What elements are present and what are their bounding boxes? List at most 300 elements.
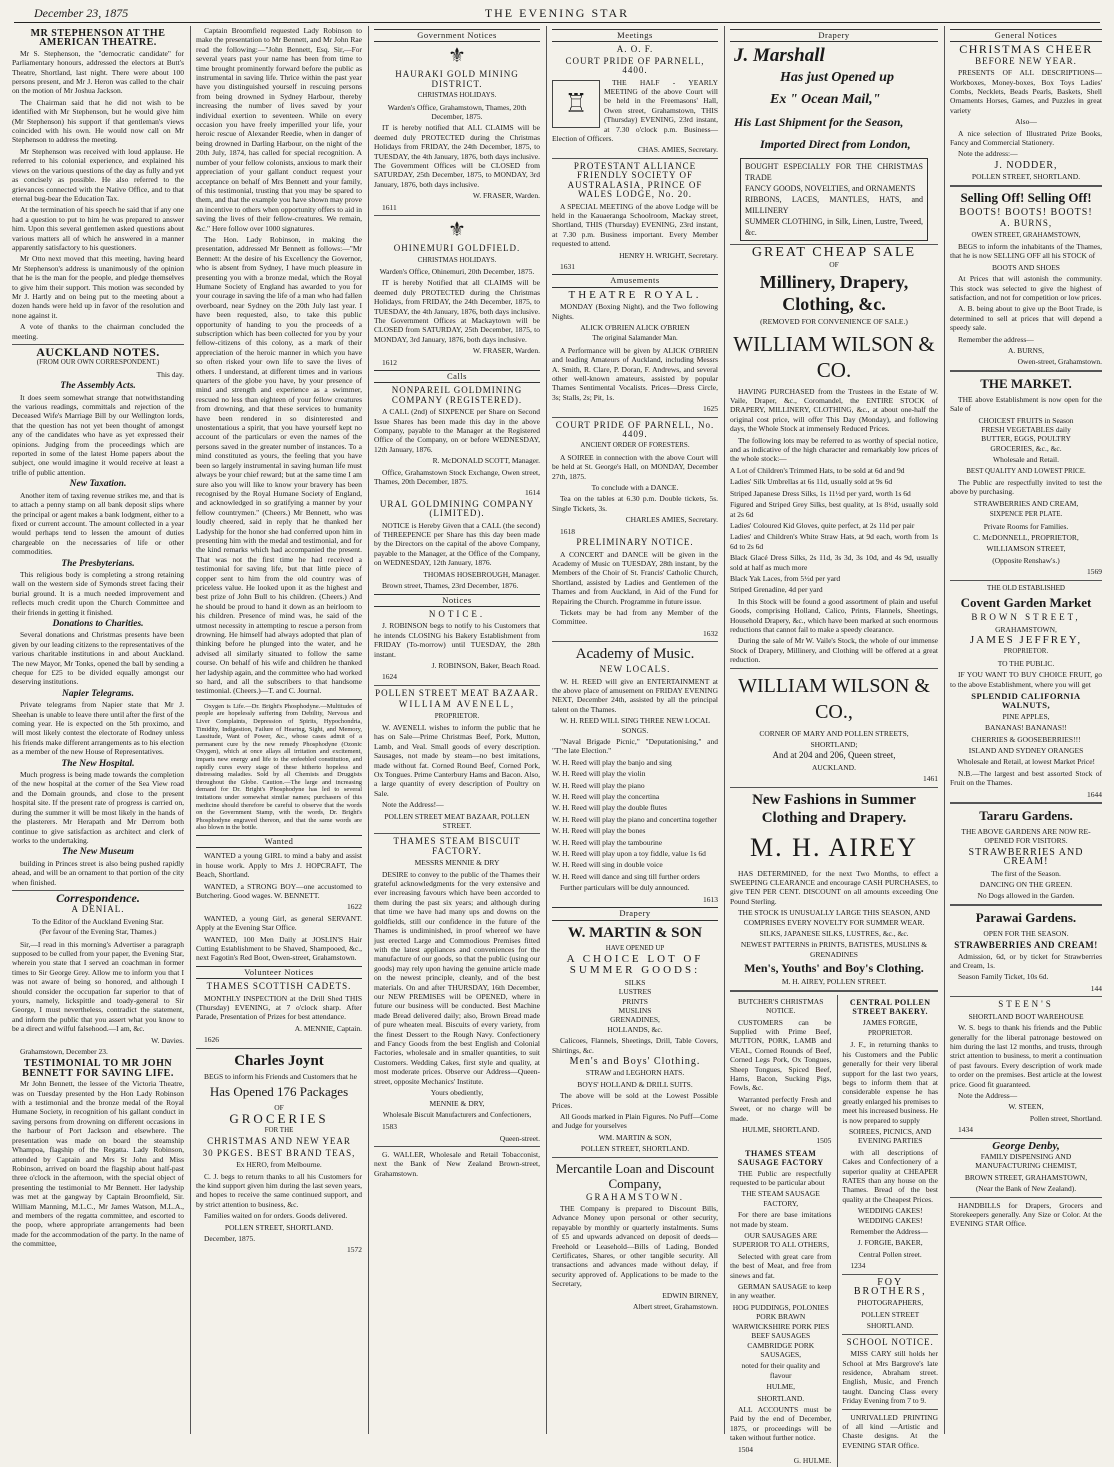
divider [842,1274,938,1275]
ad-line: STRAW and LEGHORN HATS. [585,1068,685,1078]
section-drapery: Drapery [552,907,718,920]
ad-body: In this Stock will be found a good assortment of plain and useful Goods, comprising Holland, Calico, Prints, Flannels, Sheetings, Household Drapery, &c., which have been marked at such enormous reductions that cannot fail to make a speedy clearance. [730,596,938,634]
ad-signature: M. H. AIREY, POLLEN STREET. [781,977,887,987]
ad-number: 1626 [204,1035,219,1045]
column-drapery [730,26,938,1465]
ad-subhead: The original Salamander Man. [592,334,678,343]
ad-body: BEGS to inform his Friends and Customers that he [204,1071,357,1081]
ad-address: (Opposite Renshaw's.) [992,555,1060,565]
ad-body: A SPECIAL MEETING of the above Lodge will be held in the Kauaeranga Schoolroom, Mackay street, Shortland, THIS (Thursday) EVENING, 23rd instant, at 7.30 p.m. Business important. Every Member requested to attend. [552,201,718,249]
divider [842,1409,938,1410]
ad-line: Remember the Address— [850,1227,928,1237]
ad-signature: W. STEEN, [1008,1102,1044,1112]
ad-number: 1625 [703,404,718,414]
ad-body: At Prices that will astonish the community. This stock was selected to give the highest of satisfaction, and not for competition or low prices. [950,274,1102,302]
ad-line: DANCING ON THE GREEN. [979,880,1073,890]
section-meetings: Meetings [552,29,718,42]
divider [730,990,938,992]
ad-body: A nice selection of Illustrated Prize Books, Fancy and Commercial Stationery. [950,128,1102,148]
issue-date: December 23, 1875 [34,6,129,20]
ad-address: POLLEN STREET, SHORTLAND. [971,172,1081,182]
ad-line: And at 204 and 206, Queen street, [772,750,896,761]
divider [374,685,540,686]
ad-address: SHORTLAND. [757,1393,805,1403]
column-rule [546,26,547,1434]
ad-line: THE OLD ESTABLISHED [987,583,1065,592]
ad-address: Central Pollen street. [858,1249,922,1259]
ad-subhead: NEW LOCALS. [599,664,671,675]
ad-line: Imported Direct from London, [760,137,911,152]
ad-headline: Charles Joynt [234,1052,324,1069]
ad-address: Pollen street, Shortland. [1029,1113,1102,1123]
divider [374,215,540,216]
column-news-2 [196,26,362,1434]
ad-line: Also— [1015,117,1037,127]
ad-line: THE STEAM SAUSAGE FACTORY, [741,1189,820,1208]
letter-headline: A DENIAL. [71,904,125,915]
ad-line: SOIREES, PICNICS, AND EVENING PARTIES [848,1126,932,1146]
letter-signature: W. Davies. [151,1035,184,1045]
ad-box [740,158,928,241]
ad-subhead: ANCIENT ORDER OF FORESTERS. [580,441,690,450]
subhead: The New Museum [62,847,134,858]
ad-line: Season Family Ticket, 10s 6d. [958,972,1049,982]
ad-list-item: W. H. Reed will play the double flutes [552,803,667,813]
ad-address: POLLEN STREET, SHORTLAND. [224,1222,334,1232]
ad-signature: G. HULME. [793,1455,832,1465]
ad-headline: Mercantile Loan and Discount Company, [555,1160,715,1191]
wanted-ad: WANTED, 100 Men Daily at JOSLIN'S Hair Cutting Establishment to be Shaved, Shampooed, &c., next Fagotin's Red Boot, Owen-street, Grahamstown. [196,934,362,963]
ad-signature: J. FORGIE, BAKER, [857,1238,923,1248]
ad-headline: URAL GOLDMINING COMPANY (LIMITED). [379,498,535,519]
ad-box-line: RIBBONS, LACES, MANTLES, HATS, and MILLINERY [745,195,923,216]
ad-line: Further particulars will be duly announced. [560,883,690,893]
ad-line: All Goods marked in Plain Figures. No Puff—Come and Judge for yourselves [552,1112,718,1131]
column-rule [944,26,945,1434]
ad-line: SHORTLAND; [810,740,858,749]
ad-headline: CENTRAL POLLEN STREET BAKERY. [849,997,931,1017]
divider [842,1334,938,1335]
divider [950,370,1102,372]
ad-line: CHERRIES & GOOSEBERRIES!!! [971,734,1081,744]
divider [950,1197,1102,1198]
ad-body: MISS CARY still holds her School at Mrs Bargrove's late residence, Abraham street. English, Music, and French taught. Dancing Class every Friday Evening from 7 to 9. [842,1349,938,1406]
ad-body: A SOIREE in connection with the above Court will be held at St. George's Hall, on MONDAY, December 27th, 1875. [552,452,718,481]
ad-list-item: W. H. Reed will sing in double voice [552,860,663,870]
ad-box-line: SUMMER CLOTHING, in Silk, Linen, Lustre, Tweed, &c. [745,217,923,238]
ad-headline: NONPAREIL GOLDMINING COMPANY (REGISTERED). [391,385,523,405]
subhead: Donations to Charities. [52,618,144,629]
ad-list: CHOICEST FRUITS in Season FRESH VEGETABLES daily BUTTER, EGGS, POULTRY GROCERIES, &c., &c. [978,415,1074,453]
ad-body: THE Company is prepared to Discount Bills, Advance Money upon personal or other security, repayable by monthly or quarterly instalments. Sums of £5 and upwards advanced on deposit of deeds—Freehold or Leasehold—Bills of Lading, Bonded Certificates, Shares, or other tangible security. All transactions and advances made without delay, if security approved of. Applications to be made to the Secretary, [552,1204,718,1289]
divider [730,668,938,669]
ad-body: IT is hereby Notified that all CLAIMS will be deemed duly PROTECTED during the Christmas Holidays, from FRIDAY, the 24th December, 1875, to TUESDAY, the 4th January, 1876, both days inclusive. The Government Offices at Mackaytown will be CLOSED from SATURDAY, 25th December, 1875, to MONDAY, 3rd January, 1876, both days inclusive. [374,278,540,344]
ad-headline: GREAT CHEAP SALE [751,245,917,261]
ad-line: Wholesale and Retail. [992,455,1060,465]
ad-line: AUCKLAND. [812,762,856,772]
ad-name: JAMES FORGIE, [862,1017,918,1027]
ad-line: Note the Address!— [382,800,444,810]
ad-body: Warranted perfectly Fresh and Sweet, or no charge will be made. [730,1094,832,1123]
masthead-rule [14,22,1100,23]
ad-address: POLLEN STREET MEAT BAZAAR, POLLEN STREET. [384,811,530,831]
ad-column [730,995,831,1467]
ad-list-item: Striped Japanese Dress Silks, 1s 11½d per yard, worth 1s 6d [730,488,911,498]
ad-headline: NOTICE. [428,608,486,619]
subhead: The Presbyterians. [61,558,135,569]
ad-body: ALL ACCOUNTS must be Paid by the end of December, 1875, or proceedings will be taken without further notice. [730,1404,832,1443]
ad-headline: W. MARTIN & SON [568,924,702,941]
article-paragraph: Mr Stephenson was received with loud applause. He referred to his colonial experience, and explained his views on the various questions of the day as fully and yet as concisely as possible. He also referred to the grievances connected with the Native Office, and to that eternal bug-bear the Education Tax. [12,146,184,203]
ad-headline: BUTCHER'S CHRISTMAS NOTICE. [738,996,824,1016]
ad-headline: Parawai Gardens. [975,909,1077,925]
ad-address: SHORTLAND. [866,1321,914,1331]
divider [374,1146,540,1147]
ad-body: IT is hereby notified that ALL CLAIMS will be deemed duly PROTECTED during the Christmas Holidays from FRIDAY, the 24th December, 1875, to TUESDAY, the 4th January, 1876, both days inclusive. The Government Offices will be CLOSED from SATURDAY, 25th December, 1875, to MONDAY, 3rd January, 1876, both days inclusive. [374,123,540,189]
ad-headline: THEATRE ROYAL. [568,288,702,301]
letter-note: (Per favour of the Evening Star, Thames.) [39,928,157,937]
ad-line: His Last Shipment for the Season, [734,115,904,130]
ad-line: Warden's Office, Ohinemuri, 20th December, 1875. [379,266,535,276]
ad-signature: CHAS. AMIES, Secretary. [637,145,718,155]
article-headline: MR STEPHENSON AT THE AMERICAN THEATRE. [30,28,166,49]
ad-headline: Has Opened 176 Packages [209,1084,349,1100]
bottom-ads-row [730,995,938,1467]
ad-body: BEGS to inform the inhabitants of the Thames, that he is now SELLING OFF all his STOCK of [950,241,1102,261]
article-paragraph: The Chairman said that he did not wish to be identified with Mr Stephenson, but he would give him (Mr Stephenson) his support if that gentleman's views coincided with his own. He would now call on Mr Stephenson to address the meeting. [12,97,184,145]
ad-line: Warden's Office, Grahamstown, Thames, 20th December, 1875. [387,102,527,122]
divider [950,996,1102,997]
ad-list-item: W. H. Reed will play the piano and concertina together [552,814,717,824]
ad-signature: R. McDONALD SCOTT, Manager. [432,456,540,466]
ad-line: CORNER OF MARY AND POLLEN STREETS, [759,728,909,738]
ad-date: December, 1875. [204,1233,256,1243]
ad-body: A Performance will be given by ALICK O'BRIEN and leading Amateurs of Auckland, including Messrs A. Smith, R. Clare, P. Doran, F. Andrews, and several other well-known amateurs, assisted by popular Thames Sentimental Vocalists. Prices—Dress Circle, 3s; Stalls, 2s; Pit, 1s. [552,345,718,402]
subhead: The Assembly Acts. [60,381,136,392]
ad-body: PRESENTS OF ALL DESCRIPTIONS— Workboxes, Money-boxes, Box Toys Ladies' Combs, Necklets, Beads Pearls, Baskets, Shell Ornaments Horses, Games, and Puzzles in great variety [950,68,1102,115]
ad-line: PROPRIETOR. [434,711,480,720]
ad-line: SUMMER GOODS: [569,964,701,977]
ad-signature: HENRY H. WRIGHT, Secretary. [619,250,718,260]
section-notices: Notices [374,594,540,607]
ad-body: THE ABOVE GARDENS ARE NOW RE-OPENED FOR VISITORS. [961,827,1091,846]
letter-body: Sir,—I read in this morning's Advertiser a paragraph supposed to be culled from your paper, the Evening Star, wherein you state that I served an coachman in former times to Sir George Grey. Allow me to inform you that I was not aware of being so honored, and although I should consider the occupation far superior to that of yours, namely, lickspittle and toady-general to Sir George, I must nevertheless, contradict the statement, and inform the public that you assert what you know to be a direct and wilful falsehood.—I am, &c. [12,939,184,1034]
ad-headline: CHRISTMAS CHEER [959,42,1093,57]
ad-body: UNRIVALLED PRINTING of all kind —Artistic and Chaste designs. At the EVENING STAR Office. [842,1412,938,1450]
ad-line: 30 PKGES. BEST BRAND TEAS, [202,1147,356,1158]
ad-address: BROWN STREET, GRAHAMSTOWN, [964,1172,1088,1182]
oxygen-advert: Oxygen is Life.—Dr. Bright's Phosphodyne.—Multitudes of people are hopelessly suffering from Debility, Nervous and Liver Complaints, Depression of Spirits, Hypochondria, Timidity, Indigestion, Failure of Hearing, Sight, and Memory, Lassitude, Want of Power, &c., whose cases admit of a permanent cure by the new remedy Phosphodyne (Ozonic Oxygen), which at once allays all irritation and excitement, imparts new energy and life to the enfeebled constitution, and rapidly cures every stage of these hitherto hopeless and distressing maladies. Sold by all Chemists and Druggists throughout the Globe. Caution.—The large and increasing demand for Dr. Bright's Phosphodyne has led to several imitations under somewhat similar names; purchasers of this medicine should therefore be careful to observe that the words on the Government Stamp, with the words, Dr. Bright's Phosphodyne engraved thereon, and that the same words are also blown in the bottle. [196,702,362,832]
column-rule [724,26,725,1434]
subhead: The New Hospital. [61,758,135,769]
ad-number: 1461 [923,774,938,784]
ad-subhead: MESSRS MENNIE & DRY [414,858,500,868]
ad-body: The following lots may be referred to as worthy of special notice, and as indicative of the high character and remarkably low prices of the whole stock:— [730,435,938,464]
foresters-emblem-icon: ♖ [552,80,600,128]
ad-headline: OHINEMURI GOLDFIELD. [393,243,521,254]
ad-list: SILKS LUSTRES PRINTS MUSLINS GRENADINES, HOLLANDS, &c. [607,977,663,1034]
ad-line: Note the address:— [958,149,1018,159]
ad-body: MONDAY (Boxing Night), and the Two following Nights. [552,302,718,321]
ad-signature: J. ROBINSON, Baker, Beach Road. [431,660,540,670]
ad-number: 1613 [703,894,718,904]
ad-number: 1631 [560,261,575,271]
ad-line: Wholesale Biscuit Manufacturers and Confectioners, [382,1110,532,1119]
ad-line: SIXPENCE PER PLATE. [989,510,1063,519]
ad-body: Calicoes, Flannels, Sheetings, Drill, Table Covers, Shirtings, &c. [552,1036,718,1055]
column-notices [374,26,540,1434]
ad-body: The Public are respectfully invited to test the above by purchasing. [950,478,1102,497]
ad-headline: WILLIAM WILSON & CO., [738,674,930,723]
divider [730,787,938,788]
column-rule [190,26,191,1434]
ad-signature: HULME, [766,1382,795,1392]
ad-list-item: W. H. Reed will play the banjo and sing [552,757,672,767]
section-headline: AUCKLAND NOTES. [36,345,160,359]
subhead: Napier Telegrams. [62,688,134,699]
ad-headline: New Fashions in Summer Clothing and Drapery. [752,791,916,826]
ad-line: Tea on the tables at 6.30 p.m. Double tickets, 5s. Single Tickets, 3s. [552,494,718,513]
ad-headline: STEEN'S [998,999,1054,1010]
ad-subhead: GRAHAMSTOWN. [585,1191,685,1202]
ad-line: Brown street, Thames, 23rd December, 1876. [382,581,519,591]
ad-signature: THOMAS HOSEBROUGH, Manager. [423,569,540,579]
article-paragraph: The Hon. Lady Robinson, in making the presentation, addressed Mr Bennett as follows:—"Mr Bennett: At the desire of his Excellency the Governor, who is absent from Sydney, I have much pleasure in presenting you with a bronze medal, which the Royal Humane Society of England has awarded to you for your courage in saving the life of a man who had fallen overboard, near Sydney on the 20th July last year. I have been requested, also, to take this public opportunity of handing to you the proceeds of a subscription which has been collected for you by your fellow-citizens of this colony, as a mark of their appreciation of the heroic manner in which you have so often risked your own life to save the lives of others. I understand, at different times and in various quarters of the globe you have, by your presence of mind and strength and experience as a swimmer, rescued no less than eighteen of your fellow creatures from drowning, and that these services to humanity have been rendered in so disinterested and unostentatious a spirit, that you have yourself kept no account of the particulars or even the names of the persons saved in the greater number of instances. To a mind constituted as yours, the feeling that you have been so largely instrumental in saving human life must always be your chief reward; but at the same time I am sure also you will like to know your bravery has been recognised by the Royal Humane Society of England, and acknowledged in so gratifying a manner by your fellow countrymen." (Cheers.) Mr Bennett, who was loudly cheered, said in reply that he thanked her Ladyship for the honor she had conferred upon him in presenting him with the medal and testimonial, and for the kind remarks which had accompanied the present. That was not the first time he had received a testimonial for saving life, but that little piece of copper sent to him from the old country was of priceless value. He looked upon it as the highest and best prize of John Bull to his children. (Cheers.) And he should be proud to hand it down as an heirloom to his children. Presence of mind was, he said of the utmost necessity in attempting to rescue a person from drowning. He himself had always adopted that plan of thinking before he plunged into the water, and he advised all similarly situated to follow the same course. On behalf of his wife and children he thanked her ladyship again, and the committee who had worked so hard, and all the subscribers to that handsome testimonial. (Cheers.)—T. and C. Journal. [196,234,362,696]
ad-headline: COURT PRIDE OF PARNELL, No. 4409. [555,419,715,440]
ad-list-item: Striped Grenadine, 4d per yard [730,585,823,595]
ad-address: Albert street, Grahamstown. [633,1302,718,1312]
ad-line: OPEN FOR THE SEASON. [983,928,1069,938]
ad-line: noted for their quality and flavour [741,1361,820,1380]
ad-headline: THAMES STEAM SAUSAGE FACTORY [737,1148,824,1168]
ad-list-item: W. H. Reed will play the tambourine [552,837,663,847]
ad-body: THE above Establishment is now open for the Sale of [950,394,1102,414]
ad-line: "Naval Brigade Picnic," "Deputationising," and "The late Election." [552,737,718,756]
ad-body: C. J. begs to return thanks to all his Customers for the kind support given him during the last seven years, and hopes to receive the same continued support, and by strict attention to business, &c. [196,1171,362,1209]
article-paragraph: Much progress is being made towards the completion of the new hospital at the corner of the Sea View road and the Domain grounds, and close to the present hospital site. If the present rate of progress is carried on, during the summer it will be most likely in the hands of the plasterers. Mr Herapath and Mr Derrom both continue to give satisfaction as architect and clerk of works to the undertaking. [12,770,184,845]
ad-list-item: Ladies' Silk Umbrellas at 6s 11d, usually sold at 9s 6d [730,477,893,487]
ad-line: Ex HERO, from Melbourne. [236,1160,322,1170]
ad-name: A. BURNS, [999,218,1053,229]
ad-list-item: A Lot of Children's Trimmed Hats, to be sold at 6d and 9d [730,465,905,475]
ad-signature: HULME, SHORTLAND. [742,1124,820,1134]
ad-body: CUSTOMERS can be Supplied with Prime Beef, MUTTON, PORK, LAMB and VEAL, Corned Rounds of Beef, Corned Legs Pork, Ox Tongues, Sheep Tongues, Spiced Beef, Hams, Bacon, Sucking Pigs, Fowls, &c. [730,1017,832,1093]
section-drapery: Drapery [730,29,938,42]
ad-number: 1611 [382,202,397,212]
ad-line: Men's and Boys' Clothing. [569,1055,701,1067]
ad-list-item: W. H. Reed will play the concertina [552,792,660,802]
ad-number: 1622 [347,902,362,912]
ad-address: OWEN STREET, GRAHAMSTOWN, [971,230,1081,239]
ad-number: 1632 [703,628,718,638]
ad-line: Yours obediently, [430,1088,484,1097]
ad-list: HOG PUDDINGS, POLONIES PORK BRAWN WARWICKSHIRE PORK PIES BEEF SAUSAGES CAMBRIDGE PORK SAUSAGES, [732,1302,830,1359]
divider [950,802,1102,804]
section-wanted: Wanted [196,835,362,848]
ad-headline: WILLIAM WILSON & CO. [733,331,935,382]
royal-crest-icon: ⚜ [448,45,466,68]
ad-body: W. AVENELL wishes to inform the public that he has on Sale—Prime Christmas Beef, Pork, Mutton, Lamb, and Veal. Small goods of every description. Sausages, not made by steam—no best imitations, made without fat. Corned Round Beef, Corned Pork, Ox Tongues. Prime Canterbury Hams and Bacon. Also, a large quantity of every description of Poultry on Sale. [374,722,540,798]
ad-body: MONTHLY INSPECTION at the Drill Shed THIS (Thursday) EVENING, at 7 o'clock sharp. After Parade, Presentation of Prizes for best attendance. [196,993,362,1022]
ad-signature: EDWIN BIRNEY, [662,1290,718,1300]
article-paragraph: Several donations and Christmas presents have been given by our leading citizens to the representatives of the various charitable institutions in and about Auckland. The new Mayor, Mr Tonks, opened the ball by sending a cheque for £25 to be divided equally amongst our deserving institutions. [12,630,184,687]
ad-line: THE STOCK IS UNUSUALLY LARGE THIS SEASON, AND COMPRISES EVERY NOVELTY FOR SUMMER WEAR. [737,908,931,927]
ad-body: J. F., in returning thanks to his Customers and the Public generally for their very liberal support for the last two years, begs to inform them that at considerable expense he has greatly enlarged his premises to meet his increased business. He is now prepared to supply [842,1040,938,1125]
ad-line: To conclude with a DANCE. [591,483,679,493]
ad-line: NEWEST PATTERNS in PRINTS, BATISTES, MUSLINS & GRENADINES [740,940,928,959]
ad-column [837,995,938,1467]
article-headline: TESTIMONIAL TO MR JOHN BENNETT FOR SAVING LIFE. [22,1058,174,1079]
column-general-notices [950,26,1102,1434]
article-paragraph: Another item of taxing revenue strikes me, and that is to attach a penny stamp on all bank deposit slips where the principal or agent makes a bank lodgment, either to a fixed or current account. The amount collected in a year would perhaps tend to lessen the amount of duties chargeable on the necessaries of life or other commodities. [12,490,184,557]
article-paragraph: At the termination of his speech he said that if any one had a question to put to him he was prepared to answer him. Upon this several gentlemen asked questions about various matters all of which he answered in a manner apparently satisfactory to his questioners. [12,205,184,252]
article-paragraph: Mr Otto next moved that this meeting, having heard Mr Stephenson's address is unanimously of the opinion that he is the man for the people, and pledge themselves to give him their support. This motion was seconded by Mr J. Hartly and on being put to the meeting about a dozen hands were held up in favor of the resolution and none against it. [12,254,184,320]
ad-headline: HAURAKI GOLD MINING DISTRICT. [395,69,519,89]
ad-signature: W. FRASER, Warden. [472,191,540,201]
divider [196,699,362,700]
ad-body: with all descriptions of Cakes and Confectionery of a superior quality at CHEAPER RATES than any house on the Thames. Bread of the best quality at the Cheapest Prices. [842,1147,938,1204]
subhead: New Taxation. [69,479,127,490]
ad-headline: George Denby, [992,1139,1060,1152]
ad-body: W. S. begs to thank his friends and the Public generally for the liberal patronage bestowed on him during the last 12 months, and trusts, through strict attention to business, to merit a continuation of past favours. Every description of work made to order on the premises. Best article at the lowest price. Good fit guaranteed. [950,1023,1102,1089]
ad-list-item: W. H. Reed will play the bones [552,826,646,836]
ad-line: W. H. REED WILL SING THREE NEW LOCAL SONGS. [559,716,711,735]
byline: (FROM OUR OWN CORRESPONDENT.) [36,358,160,367]
ad-body: HAVING PURCHASED from the Trustees in the Estate of W. Vaile, Draper, &c., Coromandel, the ENTIRE STOCK of DRAPERY, MILLINERY, CLOTHING, &c., at about one-half the original cost price, will offer This Day (Monday), and following days, the Whole Stock at immensely Reduced Prices. [730,386,938,434]
ad-number: 1614 [525,488,540,498]
ad-headline: J. Marshall [734,45,825,67]
ad-body: N.B.—The largest and best assorted Stock of Fruit on the Thames. [950,768,1102,788]
divider [950,580,1102,581]
letter-place: Grahamstown, December 23. [20,1047,108,1057]
ad-number: 1504 [738,1444,753,1454]
ad-subhead: CHRISTMAS HOLIDAYS. [417,255,497,264]
article-paragraph: Mr S. Stephenson, the "democratic candidate" for Parliamentary honours, addressed the electors at Butt's Theatre, Shortland, last night. There were about 100 persons present, and Mr J. Heron was called to the chair on the motion of Mr Joshua Jackson. [12,48,184,96]
ad-body: Selected with great care from the best of Meat, and free from sinews and fat. [730,1251,832,1280]
ad-body: THE Public are respectfully requested to be particular about [730,1168,832,1187]
ad-list-item: Ladies' and Children's White Straw Hats, at 9d each, worth from 1s 6d to 2s 6d [730,532,938,551]
ad-headline: Tararu Gardens. [979,808,1073,823]
article-paragraph: Mr John Bennett, the lessee of the Victoria Theatre, was on Tuesday presented by the Hon Lady Robinson with a testimonial and the bronze medal of the Royal Humane Society, in recognition of his gallant conduct in saving persons from drowning on different occasions in the harbour of Port Jackson and elsewhere. The presentation was made on board the steamship Whampoa, flagship of the Regatta. Lady Robinson, attended by Captain and Mrs St John and Miss Robinson, arrived on board the flagship about half-past three o'clock in the afternoon, with the special object of presenting the testimonial to Mr Bennett. Her ladyship was met at the gangway by Captain Broomfield, Sir. William Manning, M.L.C., Mr James Watson, M.L.A., and members of the regatta committee, and escorted to the poop, where appropriate arrangements had been made for the accommodation of the party. In the name of the committee, [12,1079,184,1249]
section-amusements: Amusements [552,274,718,287]
ad-number: 1624 [382,672,397,682]
ad-line: PROPRIETOR. [868,1028,913,1037]
ad-subhead: COURT PRIDE OF PARNELL, 4400. [565,55,705,76]
column-meetings [552,26,718,1434]
ad-body: THE HALF - YEARLY MEETING of the above Court will be held in the Freemasons' Hall, Owen street, Grahamstown, THIS (Thursday) EVENING, 23rd instant, at 7.30 o'clock p.m. Business—Election of Officers. [552,77,718,144]
ad-line: SPLENDID CALIFORNIA WALNUTS, [971,690,1081,711]
ad-line: Queen-street. [499,1133,540,1143]
ad-signature: CHARLES AMIES, Secretary. [625,515,718,525]
ad-number: 1644 [1087,789,1102,799]
ad-line: Tickets may be had from any Member of the Committee. [552,607,718,627]
ad-name: ALICK O'BRIEN ALICK O'BRIEN [580,322,690,332]
divider [552,417,718,418]
ad-headline: Millinery, Drapery, Clothing, &c. [759,272,909,315]
ad-headline: PRELIMINARY NOTICE. [576,537,694,548]
ad-headline: M. H. AIREY [750,832,918,862]
ad-headline: PROTESTANT ALLIANCE FRIENDLY SOCIETY OF AUSTRALASIA, PRINCE OF WALES LODGE, No. 20. [567,160,703,200]
ad-subhead: HAVE OPENED UP [605,943,665,952]
ad-number: 1618 [560,526,575,536]
ad-address: POLLEN STREET, SHORTLAND. [580,1144,690,1154]
ad-line: STRAWBERRIES AND CREAM! [954,940,1098,951]
ad-headline: BOOTS! BOOTS! BOOTS! [959,206,1093,218]
ad-subhead: SHORTLAND BOOT WAREHOUSE [968,1011,1084,1021]
royal-crest-icon: ⚜ [448,219,466,242]
ad-headline: Academy of Music. [575,646,695,663]
wanted-ad: WANTED, a young Girl, as general SERVANT. Apply at the Evening Star Office. [196,913,362,933]
divider [196,1048,362,1049]
ad-subhead: BEFORE NEW YEAR. [975,55,1077,66]
ad-line: Office, Grahamstown Stock Exchange, Owen street, Thames, 20th December, 1875. [374,467,540,487]
ad-body: During the sale of Mr W. Vaile's Stock, the whole of our immense Stock of Drapery, Millinery, and Clothing will be offered at a great reduction. [730,636,938,665]
ad-line: The first of the Season. [991,868,1061,878]
ad-line: PHOTOGRAPHERS, [857,1298,924,1308]
section-volunteer: Volunteer Notices [196,966,362,979]
ad-line: Remember the address— [958,334,1034,344]
ad-line: Wholesale and Retail, at lowest Market Price! [956,757,1096,767]
ad-box-line: FANCY GOODS, NOVELTIES, and ORNAMENTS [745,184,916,194]
ad-signature: MENNIE & DRY, [429,1099,485,1109]
ad-number: 1434 [958,1125,973,1135]
article-paragraph: It does seem somewhat strange that notwithstanding the various readings, committals and rejection of the Deceased Wife's Marriage Bill by our Wellington lords, that the question has not yet been thought of amongst any of the candidates who have as yet expressed their opinions. Judging from the proceedings which are reported in some of the latest Home papers about the subject, one would imagine it would receive at least a trifle of public attention. [12,392,184,477]
ad-line: ISLAND AND SYDNEY ORANGES [968,745,1084,755]
ad-line: TO THE PUBLIC. [997,658,1055,668]
ad-line: STRAWBERRIES AND CREAM, [973,498,1079,508]
ad-headline: THE MARKET. [980,375,1072,391]
ad-body: HANDBILLS for Drapers, Grocers and Storekeepers generally. Any Size or Color. At the EVENING STAR Office. [950,1200,1102,1229]
section-calls: Calls [374,370,540,383]
ad-subhead: CHRISTMAS HOLIDAYS. [417,91,497,100]
ad-headline: SCHOOL NOTICE. [846,1336,934,1347]
ad-body: FAMILY DISPENSING AND MANUFACTURING CHEMIST, [975,1151,1077,1171]
divider [950,185,1102,187]
ad-number: 144 [1090,983,1102,993]
divider [950,904,1102,906]
ad-signature: A. BURNS, [1007,345,1045,355]
ad-line: BOYS' HOLLAND & DRILL SUITS. [577,1079,693,1089]
ad-signature: A. MENNIE, Captain. [294,1023,362,1033]
ad-list-item: W. H. Reed will play upon a toy fiddle, value 1s 6d [552,849,706,859]
ad-line: Note the Address— [958,1090,1018,1100]
ad-number: 1505 [816,1136,832,1146]
ad-line: Ex " Ocean Mail," [770,92,881,108]
ad-address: BROWN STREET, [971,612,1081,623]
ad-body: A CONCERT and DANCE will be given in the Academy of Music on TUESDAY, 28th instant, by the Members of the Choir of St. Francis' Catholic Church, Shortland, assisted by Ladies and Gentlemen of the Thames and from Auckland, in Aid of the Fund for Repairing the Church. Programme in future issue. [552,549,718,606]
section-government: Government Notices [374,29,540,42]
divider [552,1157,718,1158]
ad-body: For there are base imitations not made by steam. [730,1210,832,1229]
section-headline: Correspondence. [56,890,140,905]
ad-address: POLLEN STREET [861,1309,920,1319]
ad-line: WEDDING CAKES! WEDDING CAKES! [857,1206,923,1225]
ad-list-item: W. H. Reed will play the violin [552,769,646,779]
ad-signature: W. FRASER, Warden. [472,346,540,356]
ad-line: A CHOICE LOT OF [566,952,704,965]
column-news-1 [12,26,184,1434]
ad-headline: GROCERIES [229,1111,329,1127]
ad-line: The above will be sold at the Lowest Possible Prices. [552,1091,718,1110]
ad-line: (REMOVED FOR CONVENIENCE OF SALE.) [760,317,908,327]
article-paragraph: building in Princes street is also being pushed rapidly ahead, and will be an ornament to that portion of the city when finished. [12,858,184,887]
ad-address: WILLIAMSON STREET, [986,544,1066,554]
masthead [14,4,1100,22]
ad-body: HAS DETERMINED, for the next Two Months, to effect a SWEEPING CLEARANCE and encourage CASH PURCHASES, to give TEN PER CENT. DISCOUNT on all amounts exceeding One Pound Sterling. [730,868,938,906]
ad-headline: Selling Off! Selling Off! [960,189,1092,205]
ad-number: 1569 [1087,567,1102,577]
article-paragraph: A vote of thanks to the chairman concluded the meeting. [12,322,184,341]
